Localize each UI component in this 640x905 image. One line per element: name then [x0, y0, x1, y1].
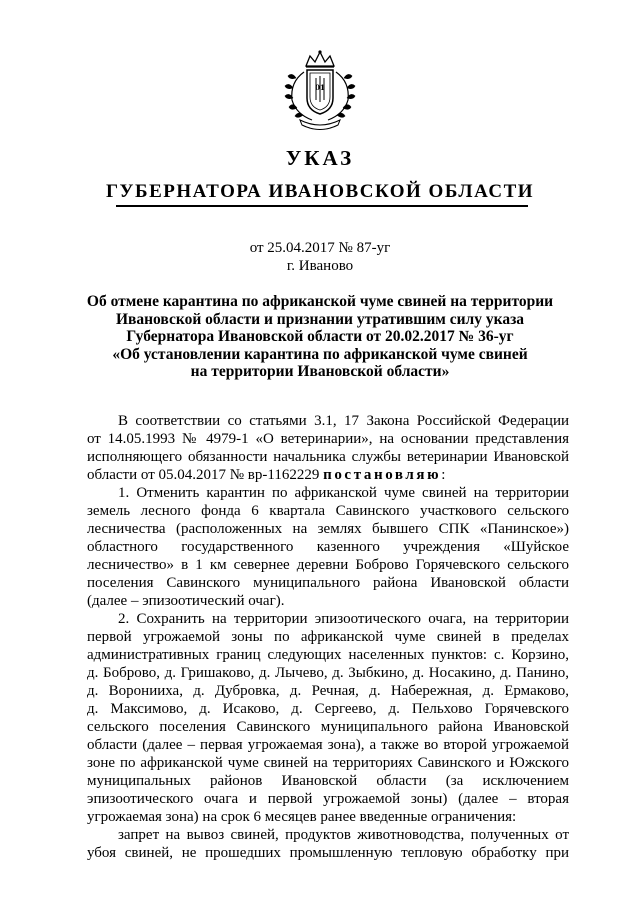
body-line: зоне по африканской чуме свиней на территориях Савинского и Южского — [87, 755, 569, 771]
heading-line: на территории Ивановской области» — [190, 363, 450, 380]
body-line: запрет на вывоз свиней, продуктов животноводства, полученных от — [118, 827, 569, 843]
body-line: 2. Сохранить на территории эпизоотического очага, на территории — [118, 611, 569, 627]
body-line: д. Боброво, д. Гришаково, д. Лычево, д. Зыбкино, д. Носакино, д. Панино, — [87, 665, 569, 681]
decree-heading — [80, 293, 560, 381]
resolution-keyword: постановляю — [323, 467, 442, 483]
decree-date-number: от 25.04.2017 № 87-уг — [249, 240, 391, 256]
body-line: административных границ следующих населенных пунктов: с. Корзино, — [87, 647, 569, 663]
decree-issuer: ГУБЕРНАТОРА ИВАНОВСКОЙ ОБЛАСТИ — [105, 181, 535, 202]
body-line: области (далее – первая угрожаемая зона), а также во второй угрожаемой — [87, 737, 569, 753]
body-line: д. Максимово, д. Исаково, д. Сергеево, д. Пельхово Горячевского — [87, 701, 569, 717]
body-line-resolution — [87, 466, 569, 484]
body-line: сельского поселения Савинского муниципального района Ивановской — [87, 719, 569, 735]
body-line: исполняющего обязанности начальника службы ветеринарии Ивановской — [87, 449, 569, 465]
body-line: лесничества (расположенных на землях бывшего СПК «Панинское») — [87, 521, 569, 537]
heading-line: Ивановской области и признании утратившим силу указа — [115, 310, 525, 328]
body-line: первой угрожаемой зоны по африканской чуме свиней в пределах — [87, 629, 569, 645]
body-line: эпизоотического очага и первой угрожаемой зоны) (далее – вторая — [87, 791, 569, 807]
heading-line: Об отмене карантина по африканской чуме свиней на территории — [86, 293, 554, 310]
resolution-preamble: области от 05.04.2017 № вр-1162229 — [87, 467, 324, 483]
decree-title: УКАЗ — [285, 146, 355, 170]
body-line: муниципальных районов Ивановской области (за исключением — [87, 773, 569, 789]
body-line: от 14.05.1993 № 4979-1 «О ветеринарии», на основании представления — [87, 431, 569, 447]
resolution-colon: : — [441, 467, 446, 483]
heading-line: «Об установлении карантина по африканской чуме свиней — [112, 345, 528, 363]
body-line: убоя свиней, не прошедших промышленную тепловую обработку при — [87, 845, 569, 861]
coat-of-arms-emblem — [282, 48, 358, 130]
title-underline — [116, 205, 528, 207]
decree-body — [87, 412, 569, 862]
body-line: (далее – эпизоотический очаг). — [87, 593, 285, 609]
body-line: д. Воронииха, д. Дубровка, д. Речная, д. Набережная, д. Ермаково, — [87, 683, 569, 699]
body-line: лесничество» в 1 км севернее деревни Боброво Горячевского сельского — [87, 557, 569, 573]
body-line: угрожаемая зона) на срок 6 месяцев ранее введенные ограничения: — [87, 809, 517, 825]
body-line: В соответствии со статьями 3.1, 17 Закона Российской Федерации — [118, 413, 569, 429]
body-line: земель лесного фонда 6 квартала Савинского участкового сельского — [87, 503, 569, 519]
body-line: поселения Савинского муниципального района Ивановской области — [87, 575, 569, 591]
heading-line: Губернатора Ивановской области от 20.02.2017 № 36-уг — [126, 328, 514, 345]
svg-text:01: 01 — [315, 83, 325, 92]
decree-meta — [0, 239, 640, 275]
body-line: областного государственного казенного учреждения «Шуйское — [87, 539, 569, 555]
body-line: 1. Отменить карантин по африканской чуме свиней на территории — [118, 485, 569, 501]
decree-city: г. Иваново — [286, 258, 354, 274]
